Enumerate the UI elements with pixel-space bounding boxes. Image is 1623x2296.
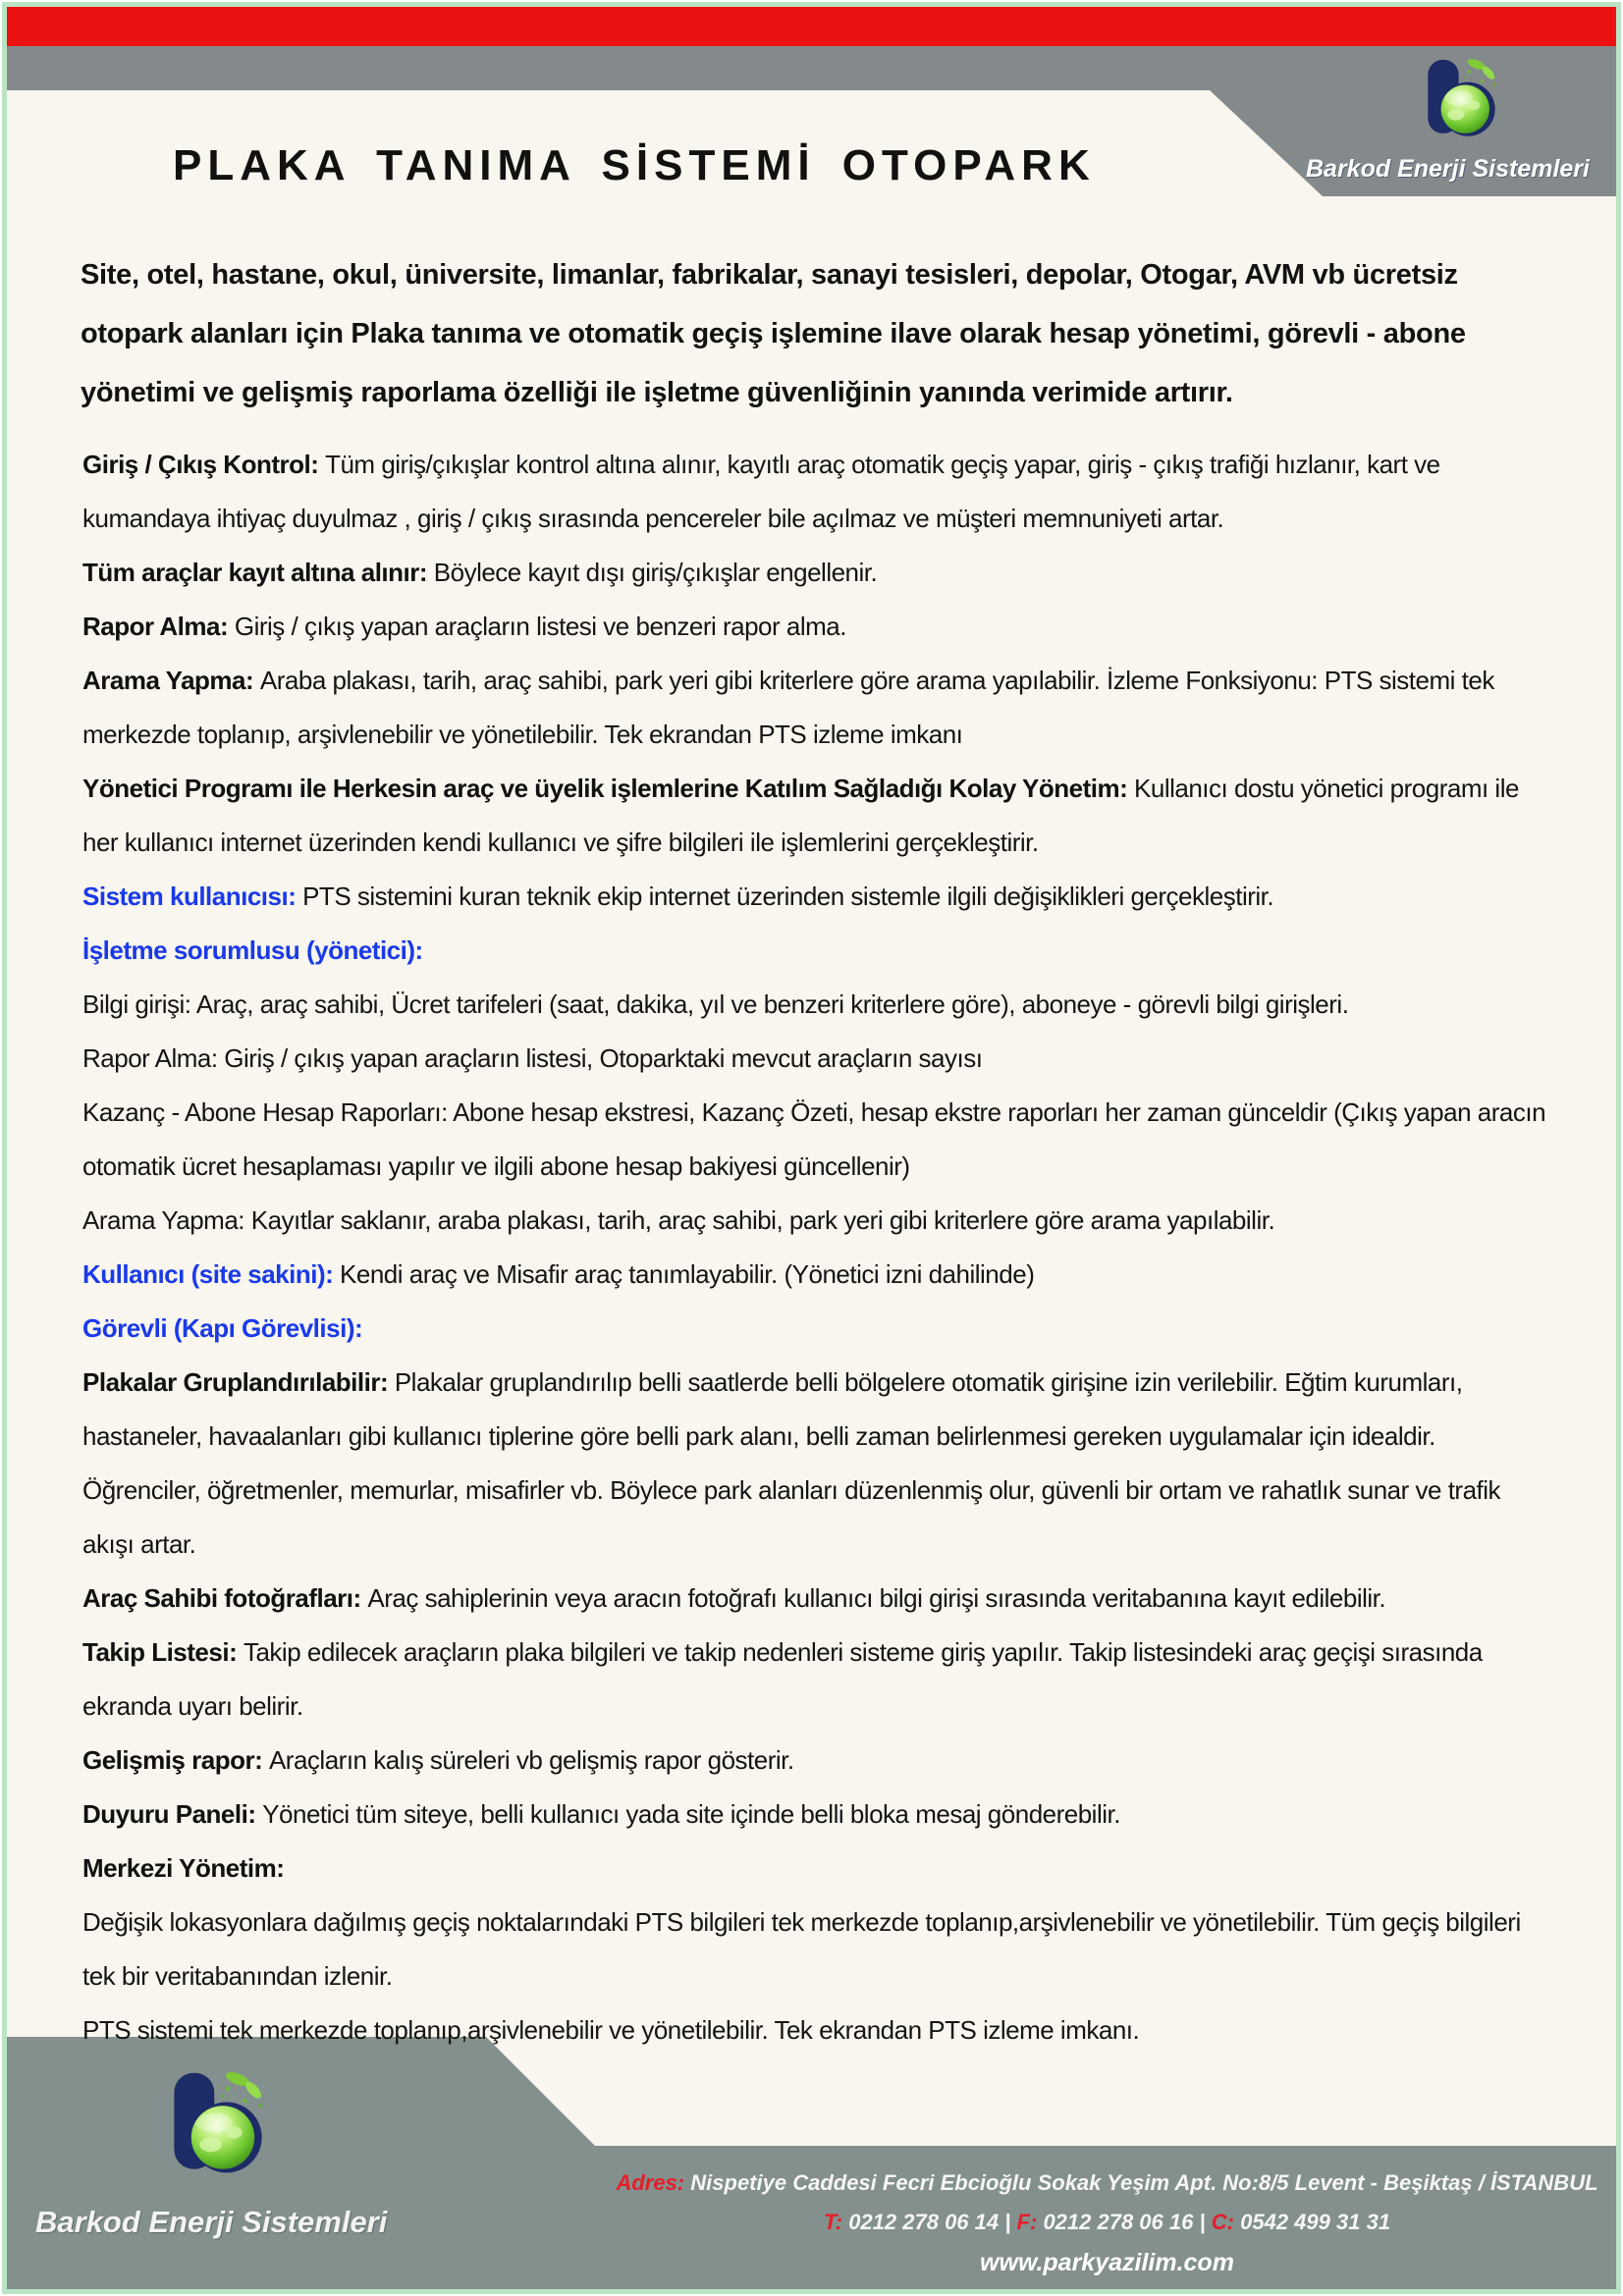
paragraph-text: Takip edilecek araçların plaka bilgileri ve takip nedenleri sisteme giriş yapılır. Takip listesindeki araç geçişi sırasında ekranda uyarı belirir.: [82, 1637, 1483, 1721]
intro-paragraph: Site, otel, hastane, okul, üniversite, limanlar, fabrikalar, sanayi tesisleri, depolar, Otogar, AVM vb ücretsiz otopark alanları için Plaka tanıma ve otomatik geçiş işlemine ilave olarak hesap yönetimi, görevli - abone yönetimi ve gelişmiş raporlama özelliği ile işletme güvenliğinin yanında verimide artırır.: [81, 259, 1466, 408]
paragraph-text: Bilgi girişi: Araç, araç sahibi, Ücret tarifeleri (saat, dakika, yıl ve benzeri kriterlere göre), aboneye - görevli bilgi girişleri.: [82, 989, 1349, 1019]
paragraph-lead: Plakalar Gruplandırılabilir:: [82, 1367, 395, 1397]
paragraph-lead: Görevli (Kapı Görevlisi):: [82, 1313, 363, 1343]
brand-logo-icon: [1415, 57, 1508, 150]
body-paragraph: [82, 1302, 1557, 1356]
separator: |: [1199, 2210, 1206, 2234]
body-paragraph: [82, 1248, 1557, 1302]
paragraph-lead: İşletme sorumlusu (yönetici):: [82, 935, 423, 965]
brand-logo-icon: [153, 2069, 283, 2191]
paragraph-lead: Araç Sahibi fotoğrafları:: [82, 1583, 368, 1613]
footer-contact-block: [609, 2163, 1605, 2283]
paragraph-text: Giriş / çıkış yapan araçların listesi ve benzeri rapor alma.: [234, 612, 846, 641]
paragraph-lead: Rapor Alma:: [82, 612, 235, 641]
paragraph-text: Rapor Alma: Giriş / çıkış yapan araçların listesi, Otoparktaki mevcut araçların sayısı: [82, 1043, 983, 1073]
paragraph-text: Tüm giriş/çıkışlar kontrol altına alınır, kayıtlı araç otomatik geçiş yapar, giriş - çıkış trafiği hızlanır, kart ve kumandaya ihtiyaç duyulmaz , giriş / çıkış sırasında pencereler bile açılmaz ve müşteri memnuniyeti artar.: [82, 450, 1440, 533]
paragraph-text: Değişik lokasyonlara dağılmış geçiş noktalarındaki PTS bilgileri tek merkezde toplanıp,arşivlenebilir ve yönetilebilir. Tüm geçiş bilgileri tek bir veritabanından izlenir.: [82, 1907, 1521, 1991]
body-paragraph: [82, 1734, 1557, 1788]
paragraph-text: PTS sistemi tek merkezde toplanıp,arşivlenebilir ve yönetilebilir. Tek ekrandan PTS izleme imkanı.: [82, 2015, 1140, 2045]
paragraph-lead: Kullanıcı (site sakini):: [82, 1259, 341, 1289]
address-label: Adres:: [616, 2170, 685, 2195]
body-paragraph: [82, 546, 1557, 600]
paragraph-text: Araçların kalış süreleri vb gelişmiş rapor gösterir.: [268, 1745, 794, 1775]
phone-c-label: C:: [1211, 2210, 1234, 2234]
body-paragraph: [82, 762, 1557, 870]
phone-f-number: 0212 278 06 16: [1043, 2210, 1194, 2234]
paragraph-lead: Tüm araçlar kayıt altına alınır:: [82, 558, 434, 587]
phone-t-number: 0212 278 06 14: [848, 2210, 1000, 2234]
phone-t-label: T:: [823, 2210, 843, 2234]
body-paragraph: [82, 870, 1557, 924]
body-paragraph: [82, 1842, 1557, 1896]
body-paragraph: [82, 978, 1557, 1032]
body-paragraph: [82, 1086, 1557, 1194]
paragraph-text: Yönetici tüm siteye, belli kullanıcı yada site içinde belli bloka mesaj gönderebilir.: [262, 1799, 1120, 1829]
paragraph-text: Plakalar gruplandırılıp belli saatlerde belli bölgelere otomatik girişine izin verilebilir. Eğtim kurumları, hastaneler, havaalanları gibi kullanıcı tiplerine göre belli park alanı, belli zaman belirlenmesi gereken uygulamalar için idealdir. Öğrenciler, öğretmenler, memurlar, misafirler vb. Böylece park alanları düzenlenmiş olur, güvenli bir ortam ve rahatlık sunar ve trafik akışı artar.: [82, 1367, 1501, 1559]
address-text: Nispetiye Caddesi Fecri Ebcioğlu Sokak Yeşim Apt. No:8/5 Levent - Beşiktaş / İSTANBUL: [690, 2170, 1598, 2195]
header-brand-name: Barkod Enerji Sistemleri: [1305, 155, 1590, 183]
paragraph-text: PTS sistemini kuran teknik ekip internet üzerinden sistemle ilgili değişiklikleri gerçekleştirir.: [302, 881, 1274, 911]
body-paragraph: [82, 600, 1557, 654]
body-paragraph: [82, 924, 1557, 978]
paragraph-text: Araç sahiplerinin veya aracın fotoğrafı kullanıcı bilgi girişi sırasında veritabanına kayıt edilebilir.: [367, 1583, 1386, 1613]
paragraph-text: Kendi araç ve Misafir araç tanımlayabilir. (Yönetici izni dahilinde): [340, 1259, 1035, 1289]
body-paragraph: [82, 654, 1557, 762]
body-paragraph: [82, 438, 1557, 546]
paragraph-lead: Duyuru Paneli:: [82, 1799, 263, 1829]
body-paragraph: [82, 2003, 1557, 2057]
footer-phone-line: [609, 2203, 1605, 2242]
paragraph-text: Arama Yapma: Kayıtlar saklanır, araba plakası, tarih, araç sahibi, park yeri gibi kriterlere göre arama yapılabilir.: [82, 1205, 1275, 1235]
body-paragraph: [82, 1896, 1557, 2003]
body-paragraph: [82, 1194, 1557, 1248]
top-red-bar: [7, 7, 1616, 46]
paragraph-lead: Takip Listesi:: [82, 1637, 243, 1667]
paragraph-text: Böylece kayıt dışı giriş/çıkışlar engellenir.: [433, 558, 878, 587]
footer-brand-name: Barkod Enerji Sistemleri: [35, 2205, 388, 2239]
body-paragraphs: [82, 438, 1557, 2057]
body-paragraph: [82, 1626, 1557, 1734]
page-title: PLAKA TANIMA SİSTEMİ OTOPARK: [173, 141, 1096, 189]
footer-address-line: [609, 2163, 1605, 2203]
phone-c-number: 0542 499 31 31: [1240, 2210, 1391, 2234]
header-gray-band: [7, 46, 1616, 90]
body-paragraph: [82, 1788, 1557, 1842]
paragraph-lead: Giriş / Çıkış Kontrol:: [82, 450, 326, 479]
paragraph-text: Araba plakası, tarih, araç sahibi, park yeri gibi kriterlere göre arama yapılabilir. İzleme Fonksiyonu: PTS sistemi tek merkezde toplanıp, arşivlenebilir ve yönetilebilir. Tek ekrandan PTS izleme imkanı: [82, 666, 1494, 749]
phone-f-label: F:: [1016, 2210, 1038, 2234]
body-paragraph: [82, 1356, 1557, 1572]
paragraph-lead: Gelişmiş rapor:: [82, 1745, 269, 1775]
paragraph-lead: Yönetici Programı ile Herkesin araç ve üyelik işlemlerine Katılım Sağladığı Kolay Yönetim:: [82, 774, 1135, 803]
body-paragraph: [82, 1032, 1557, 1086]
paragraph-text: Kazanç - Abone Hesap Raporları: Abone hesap ekstresi, Kazanç Özeti, hesap ekstre raporları her zaman günceldir (Çıkış yapan aracın otomatik ücret hesaplaması yapılır ve ilgili abone hesap bakiyesi güncellenir): [82, 1097, 1546, 1181]
paragraph-text: Kullanıcı dostu yönetici programı ile her kullanıcı internet üzerinden kendi kullanıcı ve şifre bilgileri ile işlemlerini gerçekleştirir.: [82, 774, 1519, 857]
separator: |: [1004, 2210, 1011, 2234]
paragraph-lead: Arama Yapma:: [82, 666, 260, 695]
paragraph-lead: Sistem kullanıcısı:: [82, 881, 303, 911]
body-paragraph: [82, 1572, 1557, 1626]
paragraph-lead: Merkezi Yönetim:: [82, 1853, 285, 1883]
footer-website: www.parkyazilim.com: [980, 2249, 1234, 2276]
